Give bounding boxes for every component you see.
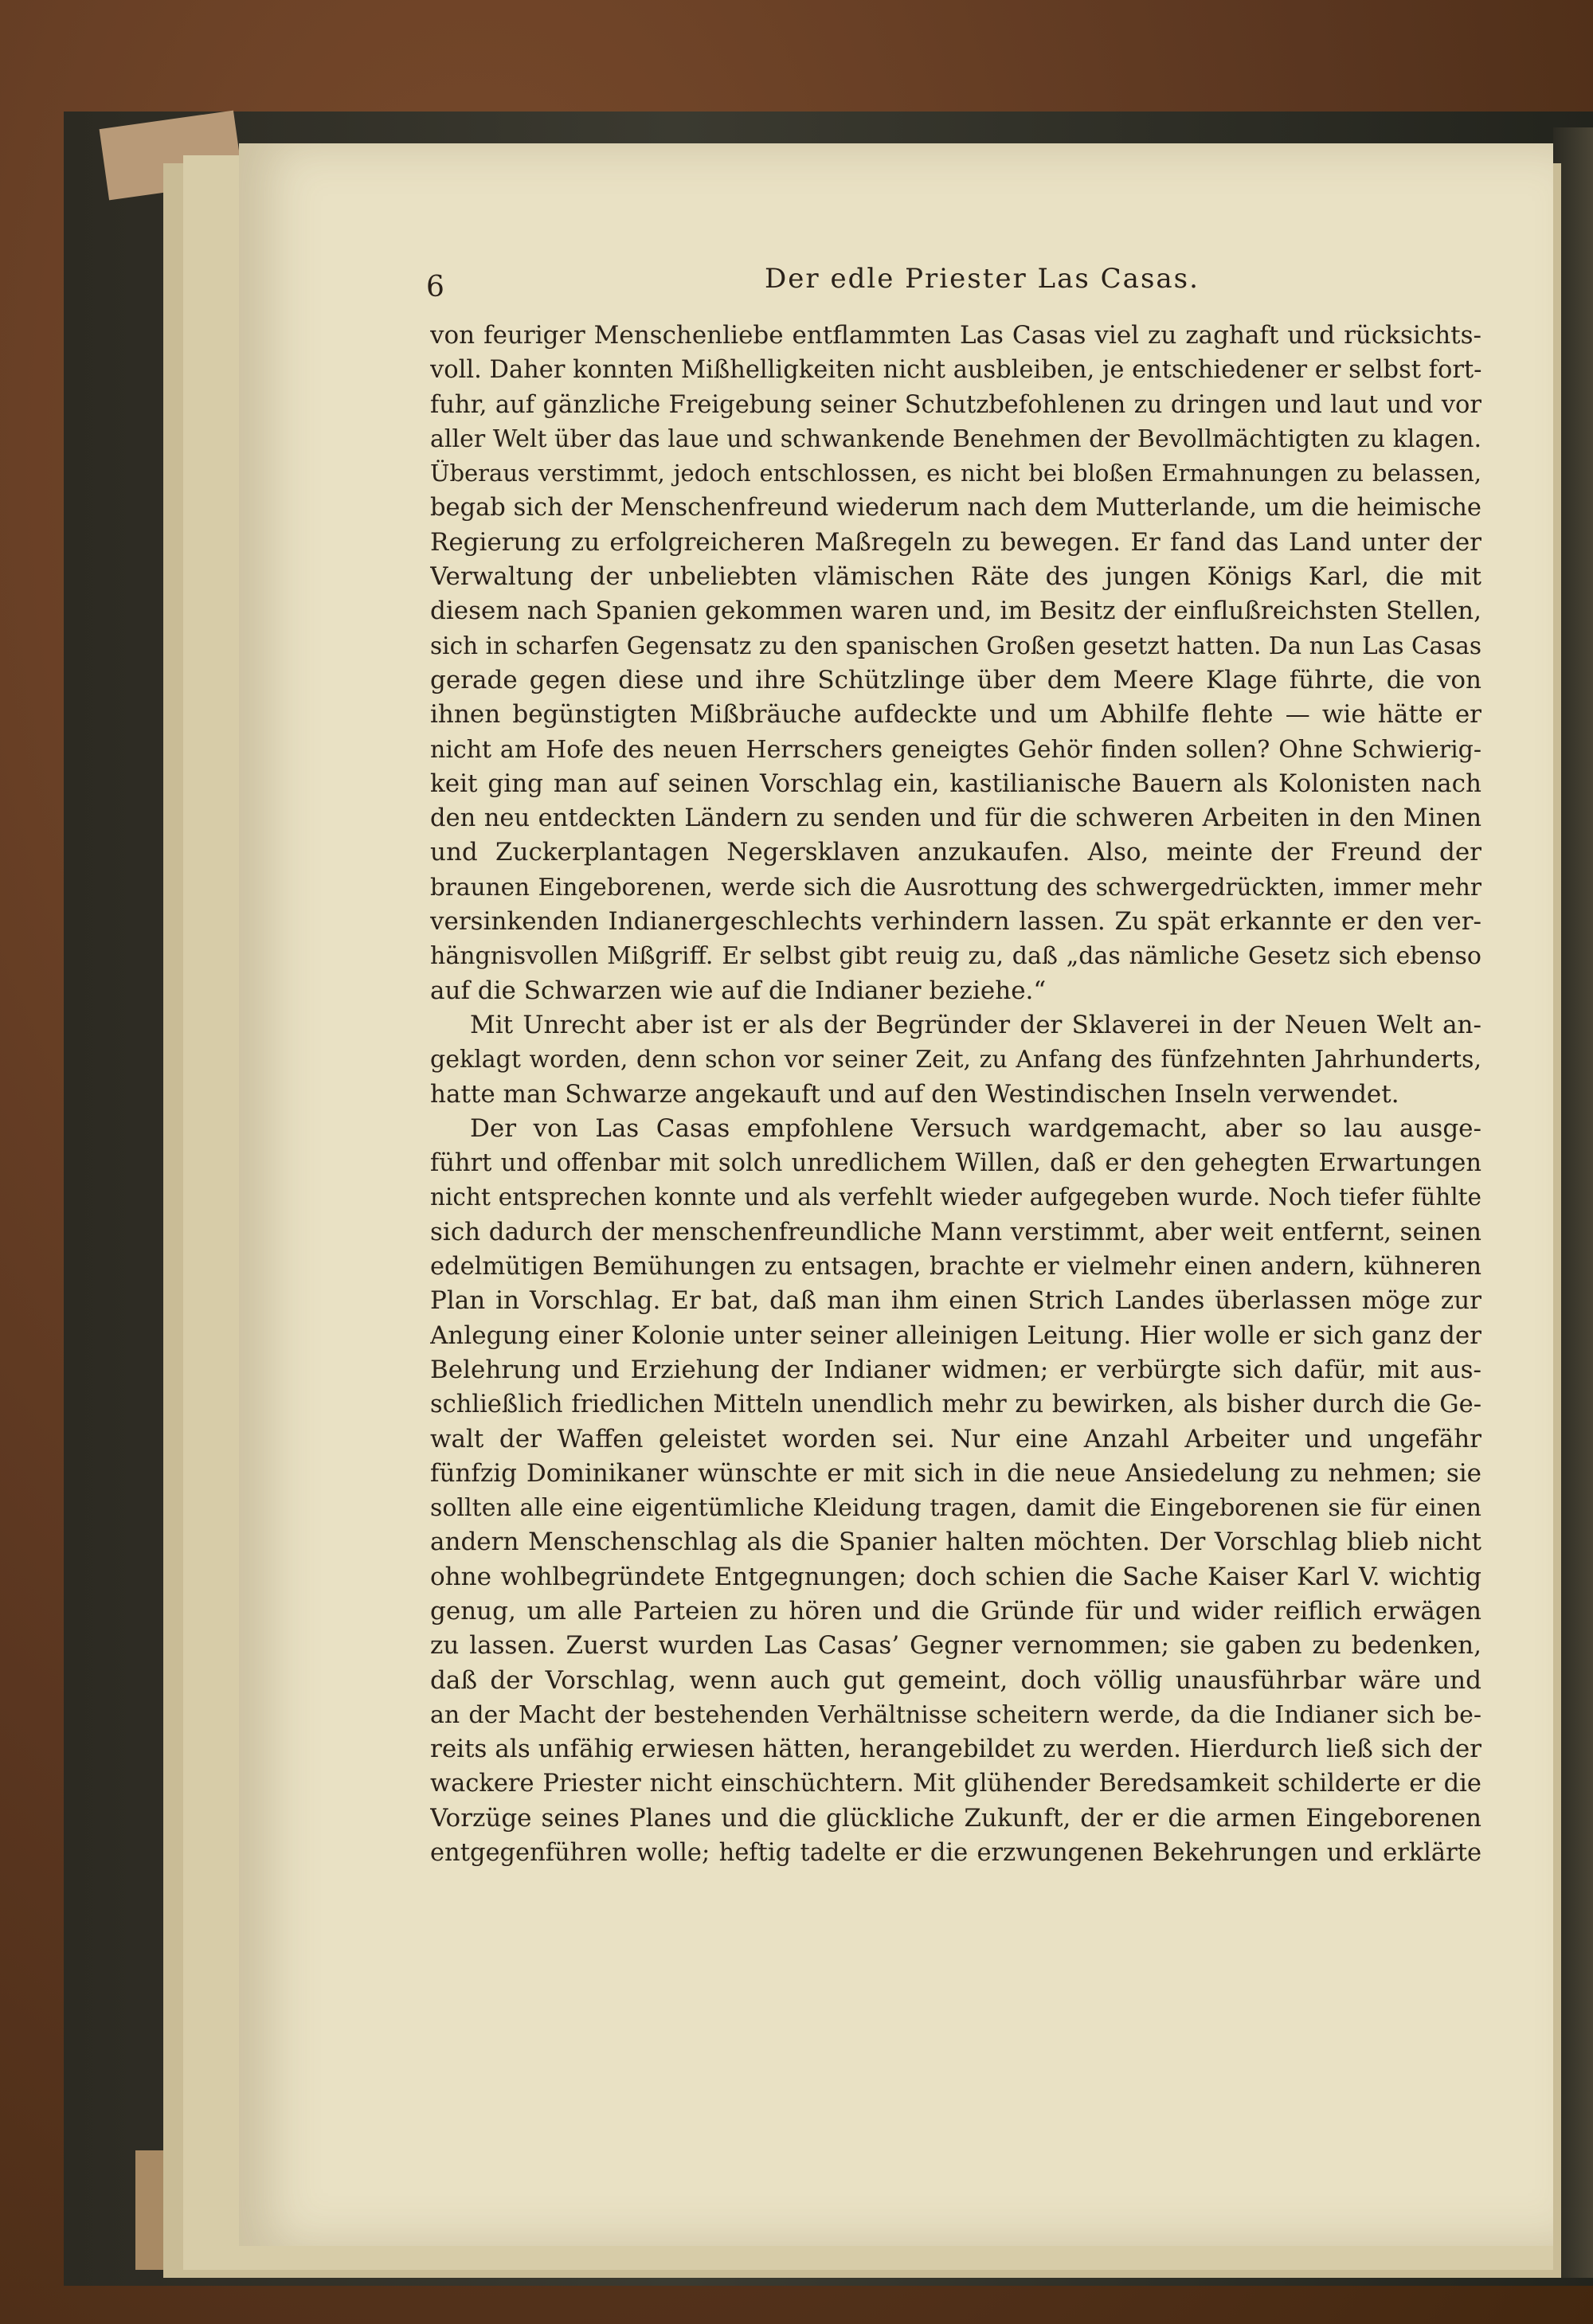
text-line: schließlich friedlichen Mitteln unendlich mehr zu bewirken, als bisher durch die Ge- xyxy=(430,1391,1481,1419)
text-line: entgegenführen wolle; heftig tadelte er die erzwungenen Bekehrungen und erklärte xyxy=(430,1839,1481,1868)
text-line: zu lassen. Zuerst wurden Las Casas’ Gegner vernommen; sie gaben zu bedenken, xyxy=(430,1631,1481,1661)
body-text xyxy=(430,319,1481,1870)
text-line: daß der Vorschlag, wenn auch gut gemeint, doch völlig unausführbar wäre und xyxy=(430,1665,1481,1695)
text-line: keit ging man auf seinen Vorschlag ein, kastilianische Bauern als Kolonisten nach xyxy=(430,769,1481,798)
text-line: wackere Priester nicht einschüchtern. Mit glühender Beredsamkeit schilderte er die xyxy=(430,1770,1481,1798)
text-line: aller Welt über das laue und schwankende Benehmen der Bevollmächtigten zu klagen. xyxy=(430,425,1481,453)
text-line: ohne wohlbegründete Entgegnungen; doch schien die Sache Kaiser Karl V. wichtig xyxy=(430,1562,1481,1591)
text-line: Belehrung und Erziehung der Indianer widmen; er verbürgte sich dafür, mit aus- xyxy=(430,1355,1481,1384)
text-line: geklagt worden, denn schon vor seiner Zeit, zu Anfang des fünfzehnten Jahrhunderts, xyxy=(430,1046,1481,1074)
text-line: sich dadurch der menschenfreundliche Mann verstimmt, aber weit entfernt, seinen xyxy=(430,1217,1481,1246)
text-line: Überaus verstimmt, jedoch entschlossen, es nicht bei bloßen Ermahnungen zu belassen, xyxy=(430,460,1481,487)
text-line: von feuriger Menschenliebe entflammten Las Casas viel zu zaghaft und rücksichts- xyxy=(430,321,1481,350)
text-line: edelmütigen Bemühungen zu entsagen, brachte er vielmehr einen andern, kühneren xyxy=(430,1253,1481,1281)
text-line: nicht am Hofe des neuen Herrschers geneigtes Gehör finden sollen? Ohne Schwierig- xyxy=(430,735,1481,764)
text-line: ihnen begünstigten Mißbräuche aufdeckte und um Abhilfe flehte — wie hätte er xyxy=(430,700,1481,730)
text-line: gerade gegen diese und ihre Schützlinge über dem Meere Klage führte, die von xyxy=(430,665,1481,694)
text-line: Mit Unrecht aber ist er als der Begründer der Sklaverei in der Neuen Welt an- xyxy=(470,1010,1481,1039)
text-line: walt der Waffen geleistet worden sei. Nur eine Anzahl Arbeiter und ungefähr xyxy=(430,1424,1481,1453)
text-line: fuhr, auf gänzliche Freigebung seiner Schutzbefohlenen zu dringen und laut und vor xyxy=(430,390,1481,419)
text-line: auf die Schwarzen wie auf die Indianer beziehe.“ xyxy=(430,976,1047,1005)
text-line: Anlegung einer Kolonie unter seiner alleinigen Leitung. Hier wolle er sich ganz der xyxy=(430,1320,1481,1350)
text-line: hatte man Schwarze angekauft und auf den Westindischen Inseln verwendet. xyxy=(430,1079,1399,1109)
page-number: 6 xyxy=(426,271,444,303)
text-line: und Zuckerplantagen Negersklaven anzukaufen. Also, meinte der Freund der xyxy=(430,838,1481,867)
text-line: führt und offenbar mit solch unredlichem Willen, daß er den gehegten Erwartungen xyxy=(430,1149,1481,1178)
text-line: braunen Eingeborenen, werde sich die Ausrottung des schwergedrückten, immer mehr xyxy=(430,873,1481,901)
text-line: nicht entsprechen konnte und als verfehlt wieder aufgegeben wurde. Noch tiefer fühlte xyxy=(430,1184,1481,1211)
text-line: sich in scharfen Gegensatz zu den spanischen Großen gesetzt hatten. Da nun Las Casas xyxy=(430,632,1481,659)
text-line: Vorzüge seines Planes und die glückliche Zukunft, der er die armen Eingeborenen xyxy=(430,1803,1481,1833)
running-title: Der edle Priester Las Casas. xyxy=(765,263,1200,295)
text-line: hängnisvollen Mißgriff. Er selbst gibt reuig zu, daß „das nämliche Gesetz sich ebenso xyxy=(430,942,1481,971)
text-line: andern Menschenschlag als die Spanier halten möchten. Der Vorschlag blieb nicht xyxy=(430,1528,1481,1557)
text-line: fünfzig Dominikaner wünschte er mit sich in die neue Ansiedelung zu nehmen; sie xyxy=(430,1458,1481,1488)
text-line: genug, um alle Parteien zu hören und die Gründe für und wider reiflich erwägen xyxy=(430,1596,1481,1626)
text-line: Der von Las Casas empfohlene Versuch wardgemacht, aber so lau ausge- xyxy=(470,1113,1481,1143)
text-line: voll. Daher konnten Mißhelligkeiten nicht ausbleiben, je entschiedener er selbst fort- xyxy=(430,356,1481,385)
text-line: begab sich der Menschenfreund wiederum nach dem Mutterlande, um die heimische xyxy=(430,494,1481,522)
text-line: den neu entdeckten Ländern zu senden und für die schweren Arbeiten in den Minen xyxy=(430,804,1481,833)
text-line: sollten alle eine eigentümliche Kleidung tragen, damit die Eingeborenen sie für einen xyxy=(430,1494,1481,1523)
text-line: Verwaltung der unbeliebten vlämischen Räte des jungen Königs Karl, die mit xyxy=(430,562,1481,592)
text-line: versinkenden Indianergeschlechts verhindern lassen. Zu spät erkannte er den ver- xyxy=(430,907,1481,937)
text-line: Plan in Vorschlag. Er bat, daß man ihm einen Strich Landes überlassen möge zur xyxy=(430,1286,1481,1316)
text-line: diesem nach Spanien gekommen waren und, im Besitz der einflußreichsten Stellen, xyxy=(430,597,1481,626)
text-line: reits als unfähig erwiesen hätten, herangebildet zu werden. Hierdurch ließ sich der xyxy=(430,1735,1481,1764)
text-line: an der Macht der bestehenden Verhältnisse scheitern werde, da die Indianer sich be- xyxy=(430,1700,1481,1729)
text-line: Regierung zu erfolgreicheren Maßregeln zu bewegen. Er fand das Land unter der xyxy=(430,527,1481,557)
